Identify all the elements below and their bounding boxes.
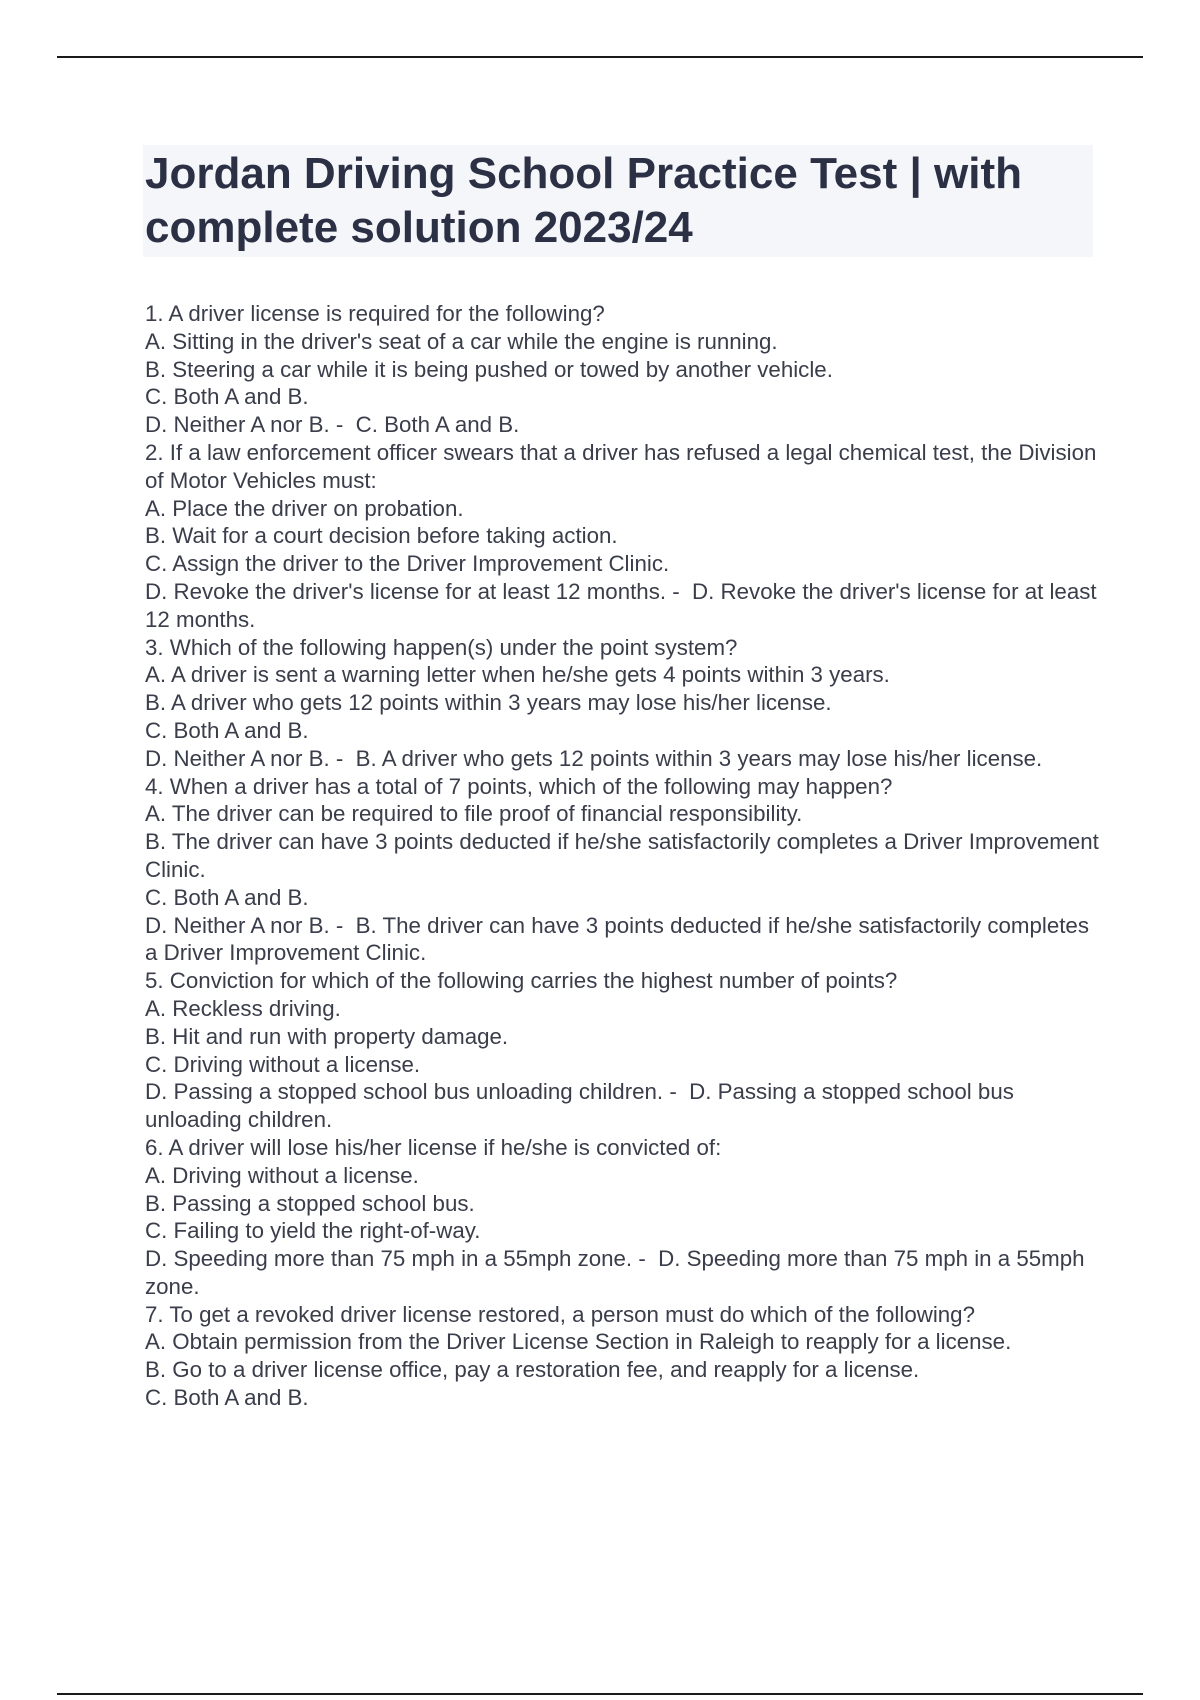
text-line: A. The driver can be required to file proof of financial responsibility. <box>145 801 803 827</box>
text-line: 6. A driver will lose his/her license if he/she is convicted of: <box>145 1134 722 1160</box>
text-line: 3. Which of the following happen(s) under the point system? <box>145 634 738 660</box>
text-line: D. Neither A nor B. - C. Both A and B. <box>145 412 520 438</box>
text-line: 7. To get a revoked driver license restored, a person must do which of the following? <box>145 1301 975 1327</box>
text-line: C. Both A and B. <box>145 884 309 910</box>
text-line: A. Place the driver on probation. <box>145 495 464 521</box>
text-line: B. Steering a car while it is being pushed or towed by another vehicle. <box>145 356 833 382</box>
text-line: C. Driving without a license. <box>145 1051 421 1077</box>
text-line: A. Obtain permission from the Driver License Section in Raleigh to reapply for a license. <box>145 1329 1012 1355</box>
text-line: B. The driver can have 3 points deducted if he/she satisfactorily completes a Driver Improvement Clinic. <box>145 829 1106 882</box>
text-line: D. Speeding more than 75 mph in a 55mph zone. - D. Speeding more than 75 mph in a 55mph zone. <box>145 1246 1091 1299</box>
text-line: A. A driver is sent a warning letter when he/she gets 4 points within 3 years. <box>145 662 890 688</box>
text-line: B. Go to a driver license office, pay a restoration fee, and reapply for a license. <box>145 1357 920 1383</box>
text-line: B. Hit and run with property damage. <box>145 1023 509 1049</box>
top-rule <box>57 56 1143 58</box>
text-line: B. Wait for a court decision before taking action. <box>145 523 618 549</box>
text-line: D. Revoke the driver's license for at least 12 months. - D. Revoke the driver's license for at least 12 months. <box>145 578 1103 632</box>
text-line: 1. A driver license is required for the following? <box>145 301 605 326</box>
text-line: 2. If a law enforcement officer swears that a driver has refused a legal chemical test, the Division of Motor Vehicles must: <box>145 439 1103 493</box>
text-line: C. Both A and B. <box>145 384 309 410</box>
text-line: C. Assign the driver to the Driver Improvement Clinic. <box>145 551 670 577</box>
text-line: A. Reckless driving. <box>145 995 341 1021</box>
text-line: B. Passing a stopped school bus. <box>145 1190 475 1216</box>
text-line: C. Both A and B. <box>145 717 309 743</box>
text-line: D. Neither A nor B. - B. A driver who gets 12 points within 3 years may lose his/her license. <box>145 745 1043 771</box>
document-title: Jordan Driving School Practice Test | with complete solution 2023/24 <box>145 149 1023 252</box>
text-line: 4. When a driver has a total of 7 points, which of the following may happen? <box>145 773 893 799</box>
text-line: A. Driving without a license. <box>145 1162 419 1188</box>
text-line: C. Both A and B. <box>145 1385 309 1411</box>
text-line: D. Neither A nor B. - B. The driver can have 3 points deducted if he/she satisfactorily completes a Driver Improvement Clinic. <box>145 912 1096 966</box>
bottom-rule <box>57 1693 1143 1695</box>
question-list <box>145 300 1106 1412</box>
text-line: 5. Conviction for which of the following carries the highest number of points? <box>145 968 898 994</box>
text-line: A. Sitting in the driver's seat of a car while the engine is running. <box>145 328 778 354</box>
text-line: B. A driver who gets 12 points within 3 years may lose his/her license. <box>145 690 832 716</box>
text-line: C. Failing to yield the right-of-way. <box>145 1218 481 1244</box>
title-banner <box>143 145 1093 257</box>
text-line: D. Passing a stopped school bus unloading children. - D. Passing a stopped school bus unloading children. <box>145 1079 1021 1133</box>
